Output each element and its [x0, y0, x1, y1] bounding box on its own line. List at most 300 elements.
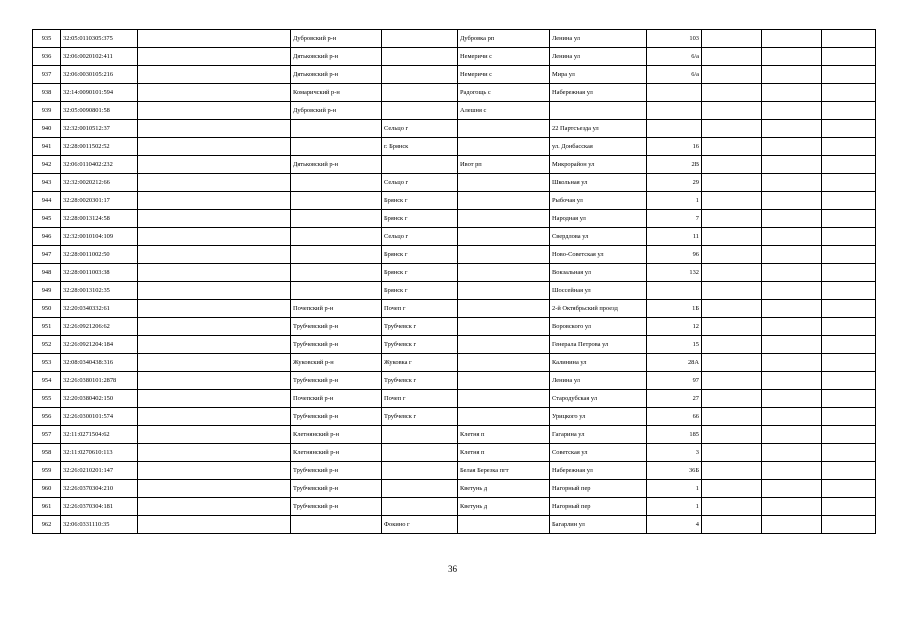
blank-cell: [702, 390, 762, 408]
district-cell: [291, 264, 382, 282]
table-row: [33, 48, 876, 66]
house-number-cell: 1: [647, 480, 702, 498]
row-number-cell: 944: [33, 192, 61, 210]
blank-cell: [822, 426, 876, 444]
settlement-cell: [458, 408, 550, 426]
street-cell: Ленина ул: [550, 48, 647, 66]
blank-cell: [138, 84, 291, 102]
blank-cell: [702, 318, 762, 336]
settlement-cell: Белая Березка пгт: [458, 462, 550, 480]
row-number-cell: 955: [33, 390, 61, 408]
row-number-cell: 935: [33, 30, 61, 48]
blank-cell: [822, 408, 876, 426]
table-row: [33, 264, 876, 282]
blank-cell: [822, 138, 876, 156]
cadastral-number-cell: 32:14:0090101:594: [61, 84, 138, 102]
blank-cell: [762, 192, 822, 210]
cadastral-number-cell: 32:28:0013124:58: [61, 210, 138, 228]
street-cell: Микрорайон ул: [550, 156, 647, 174]
city-cell: Брянск г: [382, 246, 458, 264]
blank-cell: [702, 408, 762, 426]
street-cell: [550, 102, 647, 120]
table-row: [33, 390, 876, 408]
table-row: [33, 336, 876, 354]
row-number-cell: 938: [33, 84, 61, 102]
blank-cell: [822, 318, 876, 336]
blank-cell: [762, 480, 822, 498]
blank-cell: [762, 300, 822, 318]
blank-cell: [702, 462, 762, 480]
cadastral-number-cell: 32:28:0011003:38: [61, 264, 138, 282]
settlement-cell: [458, 354, 550, 372]
settlement-cell: [458, 228, 550, 246]
row-number-cell: 941: [33, 138, 61, 156]
settlement-cell: [458, 318, 550, 336]
district-cell: Трубчевский р-н: [291, 372, 382, 390]
blank-cell: [822, 354, 876, 372]
blank-cell: [138, 102, 291, 120]
house-number-cell: 27: [647, 390, 702, 408]
table-row: [33, 408, 876, 426]
district-cell: Клетнянский р-н: [291, 426, 382, 444]
blank-cell: [702, 48, 762, 66]
cadastral-number-cell: 32:28:0011502:52: [61, 138, 138, 156]
city-cell: Трубчевск г: [382, 408, 458, 426]
blank-cell: [702, 210, 762, 228]
house-number-cell: 15: [647, 336, 702, 354]
blank-cell: [702, 516, 762, 534]
blank-cell: [702, 300, 762, 318]
cadastral-number-cell: 32:26:0370304:181: [61, 498, 138, 516]
blank-cell: [702, 264, 762, 282]
city-cell: Фокино г: [382, 516, 458, 534]
settlement-cell: Кветунь д: [458, 480, 550, 498]
city-cell: [382, 102, 458, 120]
house-number-cell: 16: [647, 138, 702, 156]
blank-cell: [822, 336, 876, 354]
blank-cell: [702, 156, 762, 174]
city-cell: Трубчевск г: [382, 372, 458, 390]
city-cell: Брянск г: [382, 264, 458, 282]
street-cell: Гагарина ул: [550, 426, 647, 444]
city-cell: [382, 498, 458, 516]
table-row: [33, 30, 876, 48]
district-cell: Дятьковский р-н: [291, 48, 382, 66]
blank-cell: [702, 138, 762, 156]
city-cell: Трубчевск г: [382, 336, 458, 354]
house-number-cell: 97: [647, 372, 702, 390]
blank-cell: [822, 102, 876, 120]
table-row: [33, 300, 876, 318]
city-cell: [382, 30, 458, 48]
settlement-cell: Немеричи с: [458, 66, 550, 84]
cadastral-number-cell: 32:20:0340332:61: [61, 300, 138, 318]
row-number-cell: 951: [33, 318, 61, 336]
city-cell: [382, 156, 458, 174]
city-cell: [382, 444, 458, 462]
settlement-cell: Клетня п: [458, 426, 550, 444]
cadastral-number-cell: 32:32:0010104:109: [61, 228, 138, 246]
blank-cell: [138, 48, 291, 66]
blank-cell: [702, 426, 762, 444]
cadastral-number-cell: 32:26:0380101:2878: [61, 372, 138, 390]
row-number-cell: 942: [33, 156, 61, 174]
blank-cell: [762, 120, 822, 138]
house-number-cell: 1: [647, 498, 702, 516]
house-number-cell: 3: [647, 444, 702, 462]
row-number-cell: 949: [33, 282, 61, 300]
street-cell: Нагорный пер: [550, 498, 647, 516]
street-cell: Калинина ул: [550, 354, 647, 372]
blank-cell: [762, 246, 822, 264]
house-number-cell: 36Б: [647, 462, 702, 480]
district-cell: Почепский р-н: [291, 390, 382, 408]
row-number-cell: 961: [33, 498, 61, 516]
settlement-cell: [458, 174, 550, 192]
district-cell: Трубчевский р-н: [291, 462, 382, 480]
table-row: [33, 318, 876, 336]
table-row: [33, 174, 876, 192]
street-cell: Свердлова ул: [550, 228, 647, 246]
blank-cell: [702, 30, 762, 48]
house-number-cell: 66: [647, 408, 702, 426]
city-cell: Сельцо г: [382, 174, 458, 192]
blank-cell: [138, 426, 291, 444]
district-cell: Почепский р-н: [291, 300, 382, 318]
blank-cell: [822, 264, 876, 282]
district-cell: Трубчевский р-н: [291, 408, 382, 426]
house-number-cell: 12: [647, 318, 702, 336]
blank-cell: [762, 156, 822, 174]
house-number-cell: 6/а: [647, 48, 702, 66]
settlement-cell: Клетня п: [458, 444, 550, 462]
row-number-cell: 958: [33, 444, 61, 462]
street-cell: Багарлин ул: [550, 516, 647, 534]
settlement-cell: [458, 390, 550, 408]
settlement-cell: Немеричи с: [458, 48, 550, 66]
street-cell: Советская ул: [550, 444, 647, 462]
district-cell: Трубчевский р-н: [291, 336, 382, 354]
row-number-cell: 953: [33, 354, 61, 372]
house-number-cell: 2В: [647, 156, 702, 174]
house-number-cell: 103: [647, 30, 702, 48]
street-cell: Ленина ул: [550, 30, 647, 48]
house-number-cell: 6/а: [647, 66, 702, 84]
city-cell: [382, 480, 458, 498]
blank-cell: [822, 300, 876, 318]
blank-cell: [702, 336, 762, 354]
table-row: [33, 354, 876, 372]
blank-cell: [138, 498, 291, 516]
settlement-cell: Радогощь с: [458, 84, 550, 102]
city-cell: [382, 426, 458, 444]
blank-cell: [702, 372, 762, 390]
district-cell: Дятьковский р-н: [291, 66, 382, 84]
table-row: [33, 516, 876, 534]
city-cell: Почеп г: [382, 390, 458, 408]
blank-cell: [702, 480, 762, 498]
district-cell: [291, 192, 382, 210]
blank-cell: [138, 174, 291, 192]
city-cell: Сельцо г: [382, 120, 458, 138]
blank-cell: [138, 408, 291, 426]
table-row: [33, 156, 876, 174]
cadastral-number-cell: 32:26:0210201:147: [61, 462, 138, 480]
house-number-cell: [647, 84, 702, 102]
city-cell: [382, 66, 458, 84]
blank-cell: [762, 336, 822, 354]
settlement-cell: [458, 264, 550, 282]
blank-cell: [822, 246, 876, 264]
table-row: [33, 480, 876, 498]
street-cell: Набережная ул: [550, 462, 647, 480]
city-cell: Сельцо г: [382, 228, 458, 246]
row-number-cell: 936: [33, 48, 61, 66]
settlement-cell: Ивот рп: [458, 156, 550, 174]
blank-cell: [138, 516, 291, 534]
city-cell: Брянск г: [382, 210, 458, 228]
house-number-cell: 4: [647, 516, 702, 534]
blank-cell: [702, 354, 762, 372]
blank-cell: [702, 498, 762, 516]
blank-cell: [822, 516, 876, 534]
house-number-cell: [647, 282, 702, 300]
blank-cell: [762, 264, 822, 282]
settlement-cell: Алешня с: [458, 102, 550, 120]
house-number-cell: 11: [647, 228, 702, 246]
house-number-cell: 1: [647, 192, 702, 210]
district-cell: Комаричский р-н: [291, 84, 382, 102]
house-number-cell: 29: [647, 174, 702, 192]
settlement-cell: [458, 516, 550, 534]
city-cell: Жуковка г: [382, 354, 458, 372]
cadastral-number-cell: 32:11:0271504:62: [61, 426, 138, 444]
blank-cell: [822, 480, 876, 498]
settlement-cell: [458, 282, 550, 300]
blank-cell: [822, 444, 876, 462]
blank-cell: [138, 246, 291, 264]
blank-cell: [762, 354, 822, 372]
cadastral-number-cell: 32:32:0020212:66: [61, 174, 138, 192]
city-cell: [382, 84, 458, 102]
blank-cell: [762, 462, 822, 480]
blank-cell: [822, 84, 876, 102]
street-cell: Вокзальная ул: [550, 264, 647, 282]
blank-cell: [138, 138, 291, 156]
table-row: [33, 426, 876, 444]
street-cell: Школьная ул: [550, 174, 647, 192]
blank-cell: [822, 228, 876, 246]
house-number-cell: 7: [647, 210, 702, 228]
district-cell: [291, 174, 382, 192]
blank-cell: [762, 318, 822, 336]
blank-cell: [138, 300, 291, 318]
blank-cell: [762, 372, 822, 390]
table-row: [33, 372, 876, 390]
district-cell: [291, 138, 382, 156]
cadastral-number-cell: 32:05:0090801:58: [61, 102, 138, 120]
street-cell: Стародубская ул: [550, 390, 647, 408]
blank-cell: [762, 66, 822, 84]
blank-cell: [822, 390, 876, 408]
settlement-cell: [458, 372, 550, 390]
blank-cell: [822, 30, 876, 48]
blank-cell: [762, 228, 822, 246]
street-cell: Нагорный пер: [550, 480, 647, 498]
cadastral-number-cell: 32:32:0010512:37: [61, 120, 138, 138]
city-cell: Трубчевск г: [382, 318, 458, 336]
cadastral-number-cell: 32:06:0331110:35: [61, 516, 138, 534]
row-number-cell: 947: [33, 246, 61, 264]
district-cell: Дубровский р-н: [291, 102, 382, 120]
house-number-cell: 96: [647, 246, 702, 264]
blank-cell: [138, 120, 291, 138]
blank-cell: [702, 228, 762, 246]
district-cell: Трубчевский р-н: [291, 318, 382, 336]
blank-cell: [822, 156, 876, 174]
city-cell: Почеп г: [382, 300, 458, 318]
street-cell: Народная ул: [550, 210, 647, 228]
blank-cell: [138, 282, 291, 300]
cadastral-number-cell: 32:26:0921204:184: [61, 336, 138, 354]
district-cell: Дубровский р-н: [291, 30, 382, 48]
district-cell: Трубчевский р-н: [291, 498, 382, 516]
blank-cell: [702, 192, 762, 210]
blank-cell: [762, 102, 822, 120]
blank-cell: [762, 282, 822, 300]
blank-cell: [762, 48, 822, 66]
table-row: [33, 462, 876, 480]
street-cell: Шоссейная ул: [550, 282, 647, 300]
row-number-cell: 959: [33, 462, 61, 480]
blank-cell: [702, 174, 762, 192]
row-number-cell: 948: [33, 264, 61, 282]
house-number-cell: 132: [647, 264, 702, 282]
row-number-cell: 940: [33, 120, 61, 138]
table-row: [33, 120, 876, 138]
blank-cell: [822, 120, 876, 138]
cadastral-number-cell: 32:26:0300101:574: [61, 408, 138, 426]
settlement-cell: Кветунь д: [458, 498, 550, 516]
blank-cell: [138, 462, 291, 480]
blank-cell: [702, 120, 762, 138]
house-number-cell: 185: [647, 426, 702, 444]
blank-cell: [822, 210, 876, 228]
district-cell: [291, 210, 382, 228]
blank-cell: [762, 390, 822, 408]
blank-cell: [702, 282, 762, 300]
blank-cell: [762, 426, 822, 444]
settlement-cell: [458, 336, 550, 354]
city-cell: [382, 462, 458, 480]
cadastral-number-cell: 32:26:0370304:210: [61, 480, 138, 498]
cadastral-number-cell: 32:06:0110402:232: [61, 156, 138, 174]
district-cell: Жуковский р-н: [291, 354, 382, 372]
street-cell: Генерала Петрова ул: [550, 336, 647, 354]
street-cell: Набережная ул: [550, 84, 647, 102]
cadastral-number-cell: 32:20:0380402:150: [61, 390, 138, 408]
blank-cell: [762, 30, 822, 48]
district-cell: [291, 228, 382, 246]
page-number: 36: [448, 564, 457, 574]
street-cell: Ново-Советская ул: [550, 246, 647, 264]
blank-cell: [822, 48, 876, 66]
blank-cell: [762, 138, 822, 156]
table-row: [33, 102, 876, 120]
street-cell: Урицкого ул: [550, 408, 647, 426]
cadastral-number-cell: 32:28:0020301:17: [61, 192, 138, 210]
cadastral-number-cell: 32:28:0013102:35: [61, 282, 138, 300]
row-number-cell: 952: [33, 336, 61, 354]
blank-cell: [702, 246, 762, 264]
street-cell: 2-й Октябрьский проезд: [550, 300, 647, 318]
settlement-cell: [458, 138, 550, 156]
blank-cell: [138, 264, 291, 282]
cadastral-number-cell: 32:26:0921206:62: [61, 318, 138, 336]
street-cell: Рыбочая ул: [550, 192, 647, 210]
city-cell: Брянск г: [382, 282, 458, 300]
cadastral-number-cell: 32:08:0340438:316: [61, 354, 138, 372]
district-cell: Трубчевский р-н: [291, 480, 382, 498]
blank-cell: [138, 318, 291, 336]
blank-cell: [138, 156, 291, 174]
district-cell: [291, 246, 382, 264]
blank-cell: [822, 498, 876, 516]
house-number-cell: [647, 102, 702, 120]
cadastral-number-cell: 32:06:0020102:411: [61, 48, 138, 66]
street-cell: Мира ул: [550, 66, 647, 84]
row-number-cell: 943: [33, 174, 61, 192]
table-row: [33, 246, 876, 264]
city-cell: [382, 48, 458, 66]
blank-cell: [822, 462, 876, 480]
row-number-cell: 950: [33, 300, 61, 318]
street-cell: 22 Партсъезда ул: [550, 120, 647, 138]
blank-cell: [762, 444, 822, 462]
blank-cell: [762, 210, 822, 228]
blank-cell: [822, 192, 876, 210]
table-row: [33, 228, 876, 246]
settlement-cell: Дубровка рп: [458, 30, 550, 48]
row-number-cell: 960: [33, 480, 61, 498]
blank-cell: [138, 444, 291, 462]
blank-cell: [762, 498, 822, 516]
row-number-cell: 954: [33, 372, 61, 390]
blank-cell: [762, 516, 822, 534]
table-row: [33, 282, 876, 300]
blank-cell: [138, 228, 291, 246]
blank-cell: [762, 408, 822, 426]
blank-cell: [138, 210, 291, 228]
district-cell: [291, 120, 382, 138]
blank-cell: [138, 372, 291, 390]
table-row: [33, 192, 876, 210]
district-cell: Дятьковский р-н: [291, 156, 382, 174]
city-cell: Брянск г: [382, 192, 458, 210]
blank-cell: [138, 480, 291, 498]
settlement-cell: [458, 120, 550, 138]
table-row: [33, 138, 876, 156]
settlement-cell: [458, 246, 550, 264]
house-number-cell: [647, 120, 702, 138]
city-cell: г. Брянск: [382, 138, 458, 156]
blank-cell: [702, 66, 762, 84]
blank-cell: [138, 354, 291, 372]
blank-cell: [138, 390, 291, 408]
blank-cell: [138, 192, 291, 210]
house-number-cell: 28А: [647, 354, 702, 372]
row-number-cell: 945: [33, 210, 61, 228]
